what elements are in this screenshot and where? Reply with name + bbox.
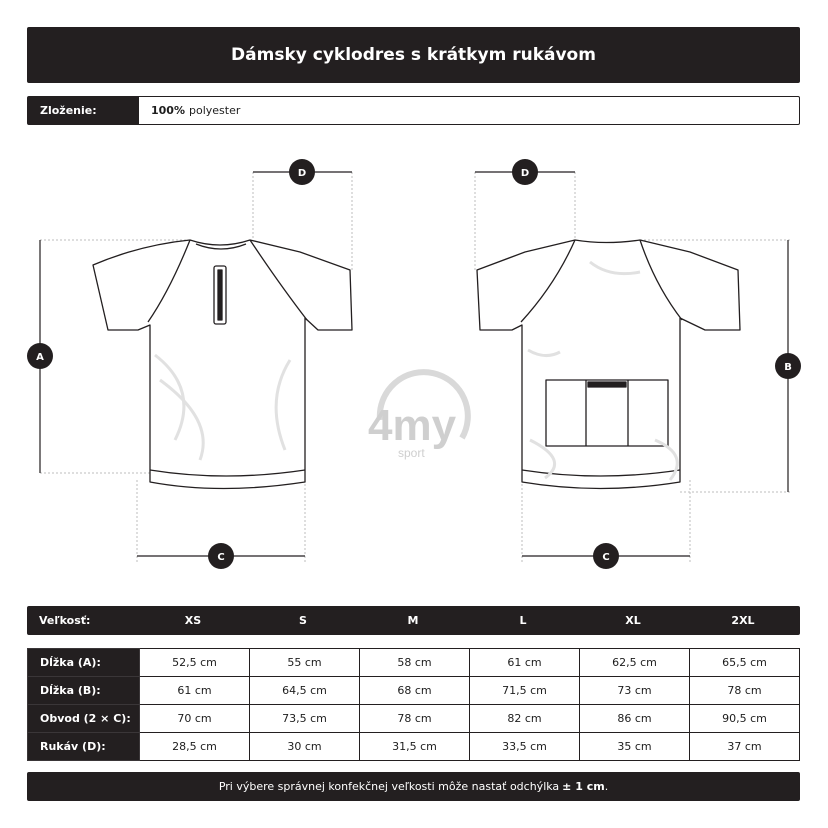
tolerance-note — [27, 772, 800, 801]
composition-row — [27, 96, 800, 125]
row-label: Dĺžka (B): — [28, 677, 140, 705]
table-cell: 73,5 cm — [250, 705, 360, 733]
row-label: Dĺžka (A): — [28, 649, 140, 677]
watermark-sub: sport — [398, 446, 425, 460]
size-s: S — [299, 614, 307, 627]
table-cell: 33,5 cm — [470, 733, 580, 761]
table-row — [28, 733, 800, 761]
jersey-diagram — [0, 140, 828, 580]
table-cell: 71,5 cm — [470, 677, 580, 705]
marker-b-label: B — [784, 362, 792, 373]
marker-d-back — [512, 159, 538, 185]
table-cell: 62,5 cm — [580, 649, 690, 677]
size-2xl: 2XL — [731, 614, 755, 627]
table-cell: 86 cm — [580, 705, 690, 733]
table-cell: 35 cm — [580, 733, 690, 761]
table-cell: 73 cm — [580, 677, 690, 705]
table-cell: 78 cm — [360, 705, 470, 733]
table-cell: 55 cm — [250, 649, 360, 677]
table-cell: 64,5 cm — [250, 677, 360, 705]
size-m: M — [407, 614, 419, 627]
note-text: Pri výbere správnej konfekčnej veľkosti môže nastať odchýlka — [218, 780, 560, 793]
marker-d-front-label: D — [297, 168, 307, 179]
marker-c-back — [593, 543, 619, 569]
table-row — [28, 677, 800, 705]
composition-label: Zloženie: — [28, 97, 139, 124]
table-cell: 31,5 cm — [360, 733, 470, 761]
row-label: Rukáv (D): — [28, 733, 140, 761]
table-cell: 78 cm — [690, 677, 800, 705]
page-title — [27, 27, 800, 83]
marker-b — [775, 353, 801, 379]
marker-c-back-label: C — [602, 552, 610, 563]
table-cell: 58 cm — [360, 649, 470, 677]
table-cell: 82 cm — [470, 705, 580, 733]
table-cell: 68 cm — [360, 677, 470, 705]
table-cell: 61 cm — [470, 649, 580, 677]
size-header — [27, 606, 800, 635]
size-xs: XS — [184, 614, 202, 627]
composition-material: polyester — [188, 104, 241, 117]
marker-a — [27, 343, 53, 369]
table-cell: 37 cm — [690, 733, 800, 761]
marker-d-front — [289, 159, 315, 185]
jersey-front — [93, 240, 352, 489]
measurement-table — [27, 648, 800, 761]
table-cell: 61 cm — [140, 677, 250, 705]
table-row — [28, 705, 800, 733]
note-tolerance: ± 1 cm — [562, 780, 605, 793]
size-l: L — [519, 614, 527, 627]
table-cell: 30 cm — [250, 733, 360, 761]
size-xl: XL — [625, 614, 641, 627]
marker-c-front — [208, 543, 234, 569]
table-cell: 52,5 cm — [140, 649, 250, 677]
marker-d-back-label: D — [520, 168, 530, 179]
note-end: . — [604, 780, 609, 793]
watermark-logo — [368, 372, 468, 460]
row-label: Obvod (2 × C): — [28, 705, 140, 733]
marker-c-front-label: C — [217, 552, 225, 563]
title-text: Dámsky cyklodres s krátkym rukávom — [231, 45, 596, 65]
table-cell: 70 cm — [140, 705, 250, 733]
composition-value — [139, 97, 240, 124]
table-cell: 90,5 cm — [690, 705, 800, 733]
marker-a-label: A — [36, 352, 44, 363]
table-cell: 65,5 cm — [690, 649, 800, 677]
watermark-main: 4my — [368, 401, 457, 450]
composition-percent: 100% — [151, 104, 185, 117]
size-header-label: Veľkosť: — [39, 614, 91, 627]
jersey-back — [477, 240, 740, 489]
table-row — [28, 649, 800, 677]
table-cell: 28,5 cm — [140, 733, 250, 761]
